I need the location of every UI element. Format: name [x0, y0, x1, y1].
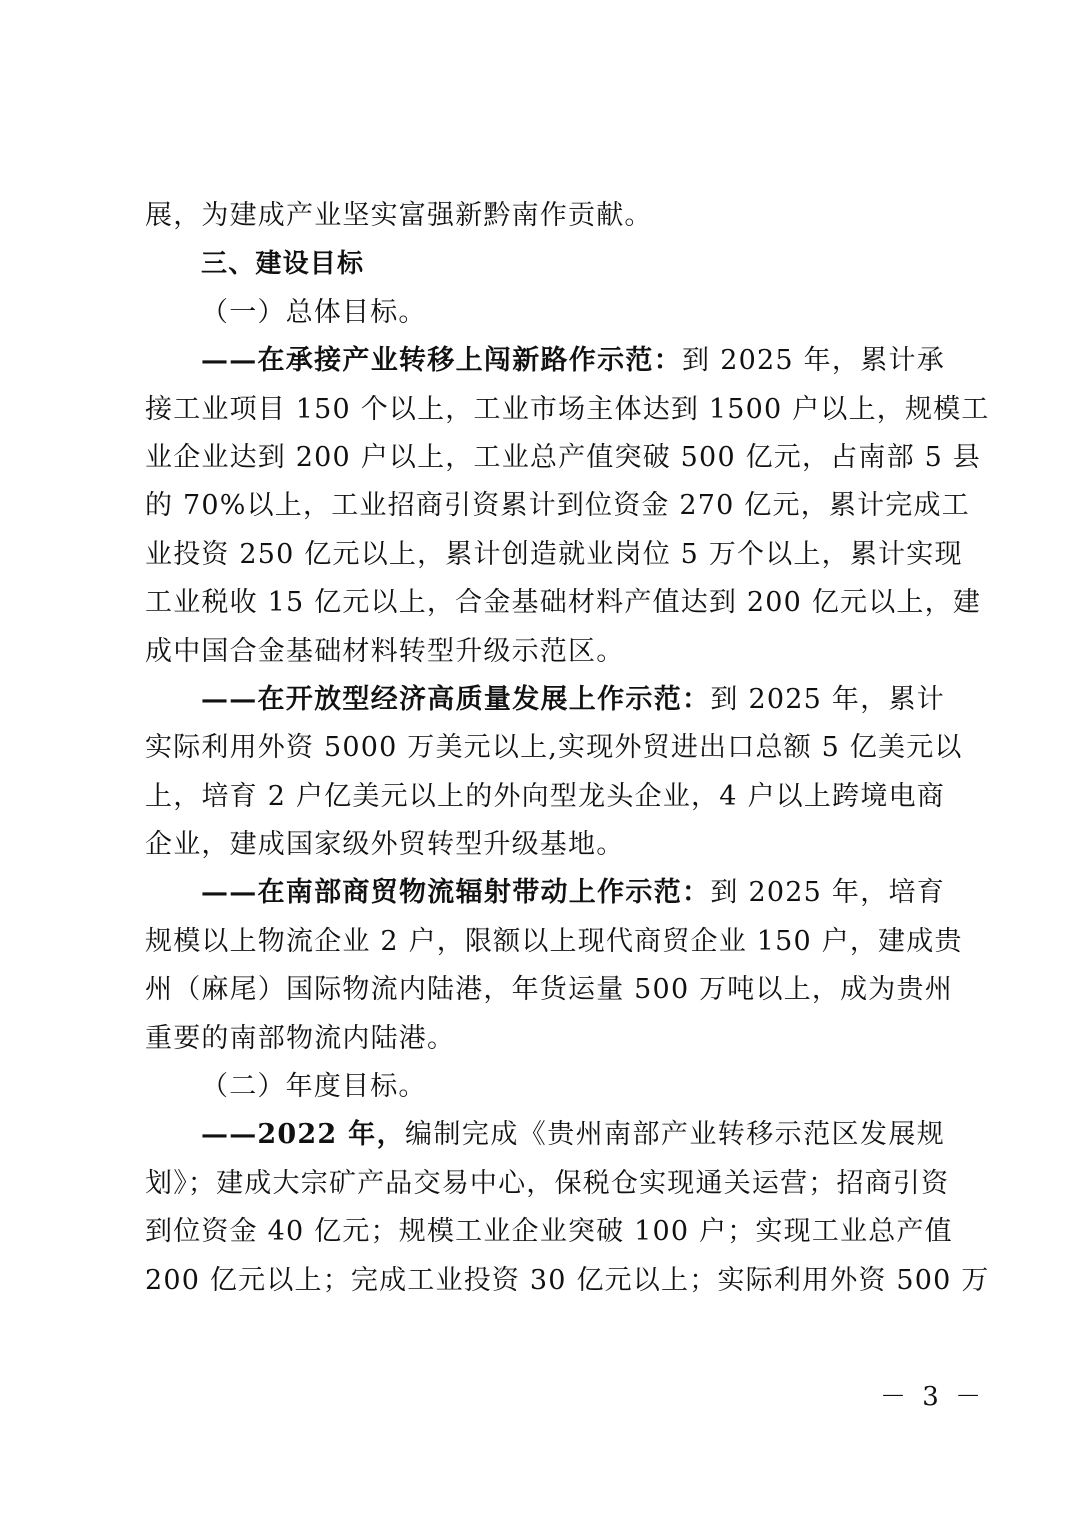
text-line: 企业，建成国家级外贸转型升级基地。 [145, 829, 625, 861]
subsection-heading: （二）年度目标。 [201, 1071, 427, 1103]
annual-goal-start [145, 1111, 945, 1159]
text-line: 到位资金 40 亿元；规模工业企业突破 100 户；实现工业总产值 [145, 1216, 953, 1248]
text-line: 的 70%以上，工业招商引资累计到位资金 270 亿元，累计完成工 [145, 490, 970, 522]
text-line: 规模以上物流企业 2 户，限额以上现代商贸企业 150 户，建成贵 [145, 925, 963, 957]
goal-paragraph-start [145, 676, 945, 724]
goal-paragraph-start [145, 869, 945, 917]
goal-text: 到 2025 年，累计 [710, 683, 945, 715]
text-line: 州（麻尾）国际物流内陆港，年货运量 500 万吨以上，成为贵州 [145, 974, 953, 1006]
text-line: 200 亿元以上；完成工业投资 30 亿元以上；实际利用外资 500 万 [145, 1264, 990, 1296]
goal-paragraph-start [145, 337, 945, 385]
text-line: 实际利用外资 5000 万美元以上,实现外贸进出口总额 5 亿美元以 [145, 732, 963, 764]
goal-title: ——在南部商贸物流辐射带动上作示范： [201, 877, 711, 909]
page-number: － 3 － [880, 1382, 986, 1412]
goal-title: ——在承接产业转移上闯新路作示范： [201, 345, 683, 377]
text-line: 业投资 250 亿元以上，累计创造就业岗位 5 万个以上，累计实现 [145, 538, 963, 570]
year-label: ——2022 年， [201, 1119, 406, 1151]
text-line: 重要的南部物流内陆港。 [145, 1022, 456, 1054]
document-body [145, 192, 990, 1305]
text-line: 业企业达到 200 户以上，工业总产值突破 500 亿元，占南部 5 县 [145, 441, 981, 473]
text-line: 划》；建成大宗矿产品交易中心，保税仓实现通关运营；招商引资 [145, 1167, 950, 1199]
text-line: 成中国合金基础材料转型升级示范区。 [145, 635, 625, 667]
text-line: 展，为建成产业坚实富强新黔南作贡献。 [145, 200, 653, 231]
annual-goal-text: 编制完成《贵州南部产业转移示范区发展规 [405, 1119, 945, 1151]
goal-text: 到 2025 年，培育 [710, 877, 945, 909]
text-line: 工业税收 15 亿元以上，合金基础材料产值达到 200 亿元以上，建 [145, 587, 982, 619]
goal-title: ——在开放型经济高质量发展上作示范： [201, 683, 711, 715]
goal-text: 到 2025 年，累计承 [682, 345, 945, 377]
text-line: 接工业项目 150 个以上，工业市场主体达到 1500 户以上，规模工 [145, 393, 990, 425]
subsection-heading: （一）总体目标。 [201, 296, 427, 328]
section-heading: 三、建设目标 [201, 249, 365, 280]
text-line: 上，培育 2 户亿美元以上的外向型龙头企业，4 户以上跨境电商 [145, 780, 945, 812]
